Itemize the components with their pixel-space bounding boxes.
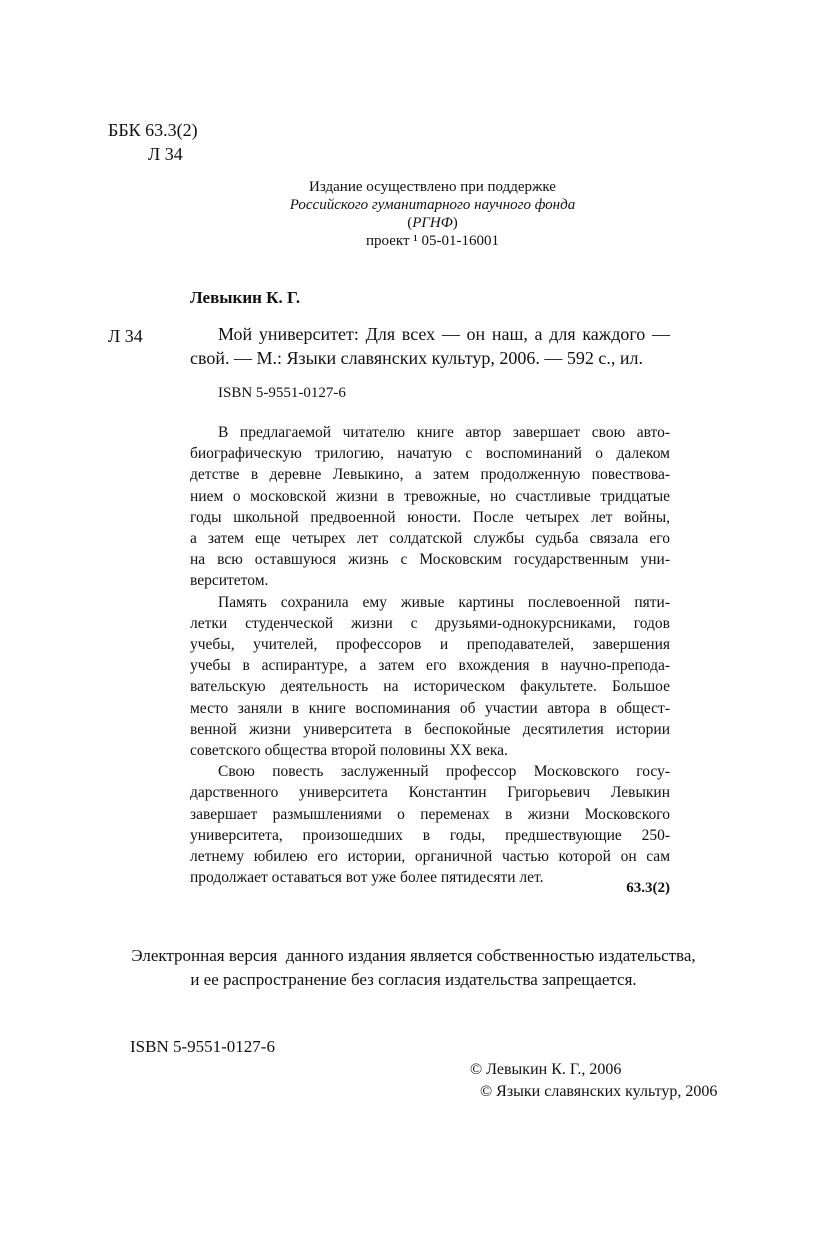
isbn-bottom: ISBN 5-9551-0127-6 [130,1037,275,1056]
support-note [230,178,635,250]
annotation-line: В предлагаемой читателю книге автор завершает свою авто- [218,424,670,441]
copyright-author: © Левыкин К. Г., 2006 [470,1061,622,1078]
annotation-line: нием о московской жизни в тревожные, но счастливые тридцатые [190,487,670,505]
support-line-2: Российского гуманитарного научного фонда [289,197,576,213]
annotation-line: продолжает оставаться вот уже более пятидесяти лет. [190,869,544,887]
annotation-line: Память сохранила ему живые картины послевоенной пяти- [218,593,670,611]
support-line-3 [230,214,635,232]
annotation-line: летнему юбилею его истории, органичной частью которой он сам [190,848,670,866]
annotation [190,422,670,888]
author-heading: Левыкин К. Г. [190,288,301,307]
support-line-1: Издание осуществлено при поддержке [309,179,556,195]
annotation-line: биографическую трилогию, начатую с воспоминаний о далеком [190,445,670,463]
annotation-line: университета, произошедших в годы, предшествующие 250- [190,826,670,844]
annotation-line: годы школьной предвоенной юности. После четырех лет войны, [190,508,670,526]
support-line-4: проект ¹ 05-01-16001 [365,233,499,249]
bibliographic-description [190,322,670,370]
annotation-line: а затем еще четырех лет солдатской службы судьба связала его [190,530,670,548]
notice-line-2: и ее распространение без согласия издательства запрещается. [190,970,637,989]
annotation-line: вательскую деятельность на историческом факультете. Большое [190,678,670,696]
annotation-line: завершает размышлениями о переменах в жизни Московского [190,805,670,823]
paren-open: ( [407,215,413,231]
annotation-line: место заняли в книге воспоминания об участии автора в общест- [190,699,670,717]
bbk-code: ББК 63.3(2) [108,120,198,140]
bbk-code-right: 63.3(2) [626,880,670,896]
annotation-line: детстве в деревне Левыкино, а затем продолженную повествова- [190,466,670,484]
biblio-line-2: свой. — М.: Языки славянских культур, 2006. — 592 с., ил. [190,348,644,368]
bbk-block [108,118,198,166]
isbn-top: ISBN 5-9551-0127-6 [218,385,346,401]
annotation-line: на всю оставшуюся жизнь с Московским государственным уни- [190,551,670,569]
electronic-version-notice [60,944,767,992]
notice-line-1: Электронная версия данного издания является собственностью издательства, [131,946,696,965]
annotation-line: учебы, учителей, профессоров и преподавателей, завершения [190,636,670,654]
annotation-line: учебы в аспирантуре, а затем его вхождения в научно-препода- [190,657,670,675]
rgnf-abbr: РГНФ [412,215,453,231]
paren-close: ) [452,215,458,231]
annotation-line: летки студенческой жизни с друзьями-однокурсниками, годов [190,614,670,632]
biblio-line-1: Мой университет: Для всех — он наш, а для каждого — [218,324,670,344]
annotation-line: верситетом. [190,572,269,590]
bbk-index: Л 34 [148,144,183,164]
copyright-publisher: © Языки славянских культур, 2006 [480,1083,718,1100]
annotation-line: венной жизни университета в беспокойные десятилетия истории [190,720,670,738]
annotation-line: дарственного университета Константин Григорьевич Левыкин [190,784,670,802]
copyright-block [470,1059,717,1103]
annotation-line: советского общества второй половины XX века. [190,742,508,760]
annotation-line: Свою повесть заслуженный профессор Московского госу- [218,763,670,781]
left-index: Л 34 [108,326,143,346]
